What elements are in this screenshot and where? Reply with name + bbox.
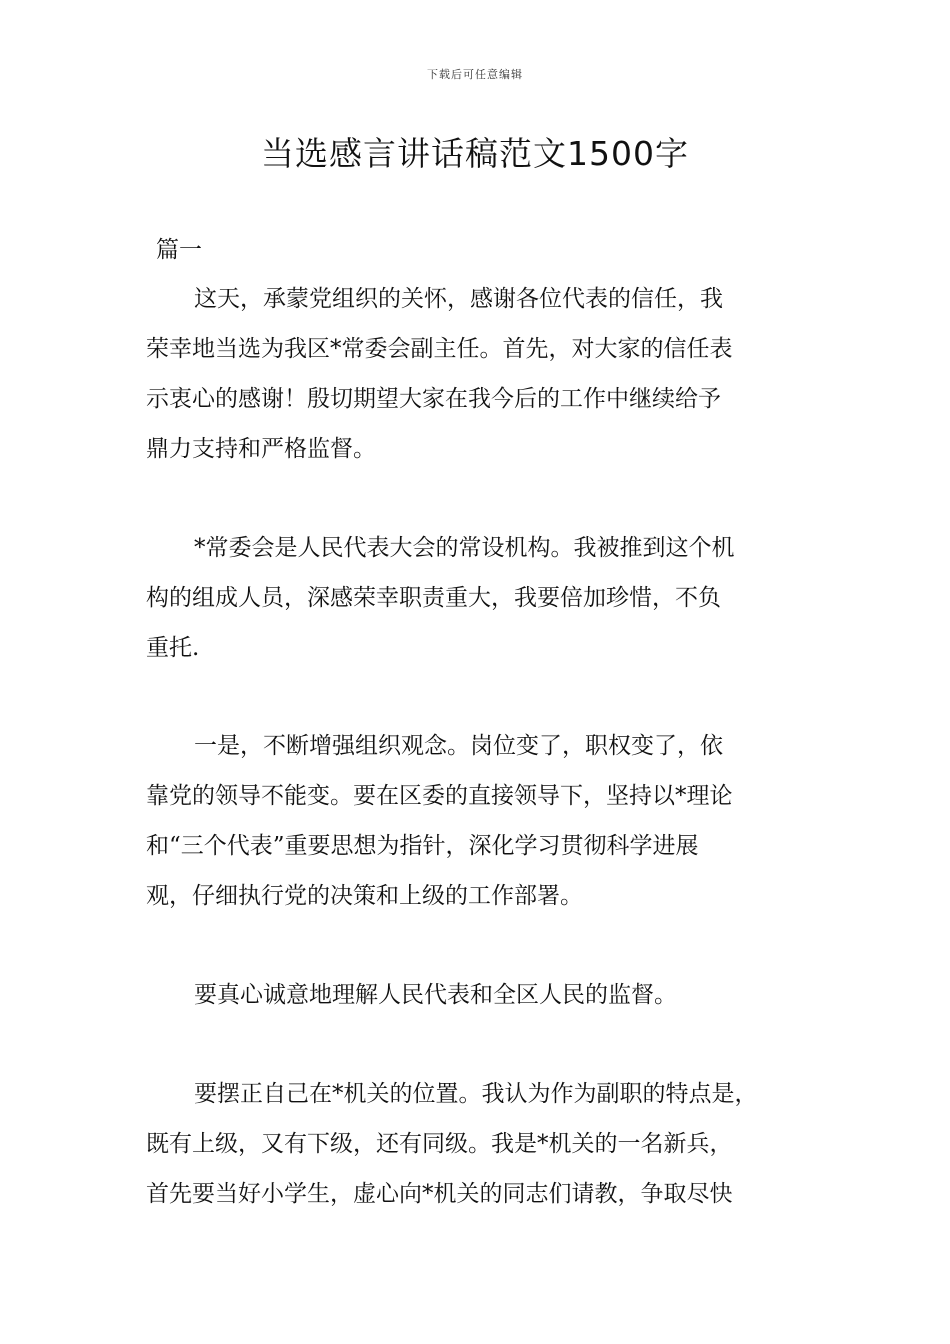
paragraph-line: 荣幸地当选为我区*常委会副主任。首先，对大家的信任表: [146, 336, 733, 362]
paragraph-line: 要摆正自己在*机关的位置。我认为作为副职的特点是，: [194, 1081, 758, 1107]
paragraph-line: 靠党的领导不能变。要在区委的直接领导下，坚持以*理论: [146, 783, 733, 809]
paragraph-3: [146, 721, 810, 921]
paragraph-line: 要真心诚意地理解人民代表和全区人民的监督。: [194, 982, 677, 1008]
paragraph-line: 示衷心的感谢！殷切期望大家在我今后的工作中继续给予: [146, 386, 721, 412]
header-note: 下载后可任意编辑: [427, 68, 523, 81]
paragraph-line: 构的组成人员，深感荣幸职责重大，我要倍加珍惜，不负: [146, 585, 721, 611]
paragraph-line: 首先要当好小学生，虚心向*机关的同志们请教，争取尽快: [146, 1181, 733, 1207]
paragraph-line: 重托.: [146, 635, 200, 661]
paragraph-line: 和“三个代表”重要思想为指针，深化学习贯彻科学进展: [146, 833, 699, 859]
paragraph-5: [146, 1069, 810, 1219]
paragraph-1: [146, 274, 810, 474]
document-title: 当选感言讲话稿范文1500字: [261, 134, 689, 173]
paragraph-line: 一是，不断增强组织观念。岗位变了，职权变了，依: [194, 733, 723, 759]
paragraph-2: [146, 523, 810, 673]
paragraph-4: [146, 970, 810, 1020]
paragraph-line: 这天，承蒙党组织的关怀，感谢各位代表的信任，我: [194, 286, 723, 312]
paragraph-line: 观，仔细执行党的决策和上级的工作部署。: [146, 883, 583, 909]
section-label: 篇一: [156, 237, 202, 263]
paragraph-line: *常委会是人民代表大会的常设机构。我被推到这个机: [194, 535, 735, 561]
paragraph-line: 鼎力支持和严格监督。: [146, 436, 376, 462]
paragraph-line: 既有上级，又有下级，还有同级。我是*机关的一名新兵，: [146, 1131, 733, 1157]
